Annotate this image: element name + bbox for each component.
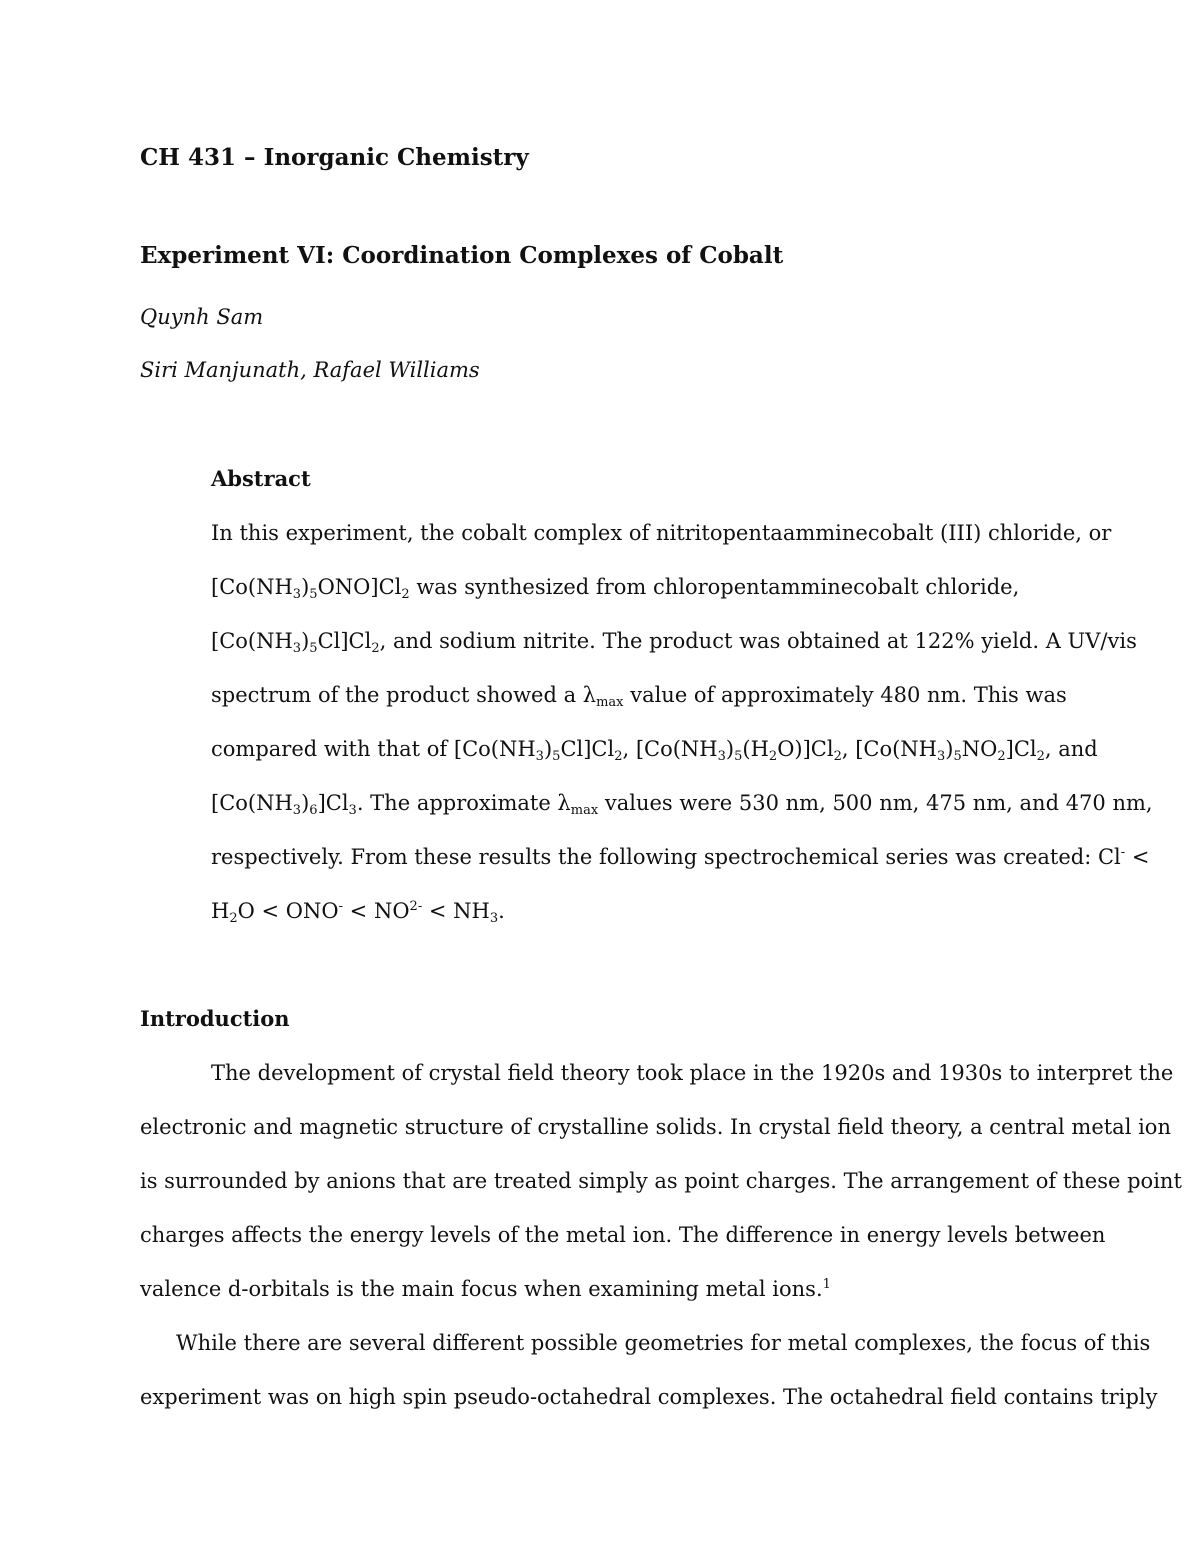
- abstract-line-8: $H_2O < ONO^- < NO^{2-} < NH_3$.: [211, 899, 505, 926]
- intro-line-1: The development of crystal field theory took place in the 1920s and 1930s to interpret the: [211, 1061, 1174, 1085]
- abstract-heading: Abstract: [211, 466, 311, 491]
- introduction-heading: Introduction: [140, 1006, 290, 1031]
- abstract-line-1: In this experiment, the cobalt complex of nitritopentaamminecobalt (III) chloride, or: [211, 521, 1112, 545]
- author-name: Quynh Sam: [140, 305, 264, 329]
- intro-line-5: valence d-orbitals is the main focus when examining metal ions.$^1$: [140, 1277, 831, 1301]
- intro-line-6: While there are several different possible geometries for metal complexes, the focus of this: [176, 1331, 1151, 1355]
- experiment-title: Experiment VI: Coordination Complexes of Cobalt: [140, 242, 784, 269]
- partner-names: Siri Manjunath, Rafael Williams: [140, 358, 480, 382]
- abstract-line-3: $[Co(NH_3)_5Cl]Cl_2$, and sodium nitrite. The product was obtained at 122% yield. A UV/vis: [211, 629, 1137, 656]
- abstract-line-7: respectively. From these results the following spectrochemical series was created: Cl- <: [211, 845, 1150, 869]
- abstract-line-6: $[Co(NH_3)_6]Cl_3$. The approximate $\lambda_{max}$ values were 530 nm, 500 nm, 475 nm, and 470 nm,: [211, 791, 1153, 818]
- citation-ref: 1: [822, 1277, 831, 1292]
- abstract-line-2: $[Co(NH_3)_5ONO]Cl_2$ was synthesized from chloropentamminecobalt chloride,: [211, 575, 1020, 602]
- intro-line-4: charges affects the energy levels of the metal ion. The difference in energy levels between: [140, 1223, 1106, 1247]
- intro-line-2: electronic and magnetic structure of crystalline solids. In crystal field theory, a central metal ion: [140, 1115, 1171, 1139]
- abstract-line-5: compared with that of $[Co(NH_3)_5Cl]Cl_2$, $[Co(NH_3)_5(H_2O)]Cl_2$, $[Co(NH_3)_5NO_2]Cl_2$, and: [211, 737, 1098, 764]
- course-title: CH 431 – Inorganic Chemistry: [140, 144, 529, 171]
- intro-line-3: is surrounded by anions that are treated simply as point charges. The arrangement of these point: [140, 1169, 1182, 1193]
- abstract-line-4: spectrum of the product showed a $\lambda_{max}$ value of approximately 480 nm. This was: [211, 683, 1067, 710]
- intro-line-7: experiment was on high spin pseudo-octahedral complexes. The octahedral field contains triply: [140, 1385, 1158, 1409]
